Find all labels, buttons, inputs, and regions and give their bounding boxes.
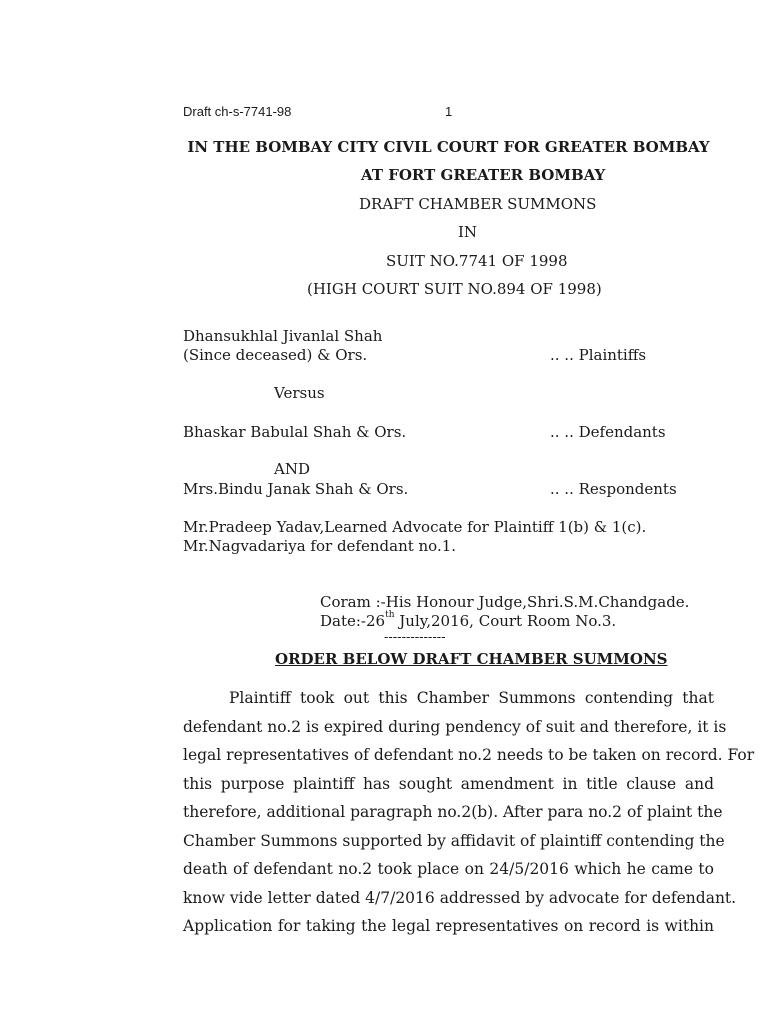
body-line: legal representatives of defendant no.2 needs to be taken on record. For — [183, 746, 755, 764]
suit-number: SUIT NO.7741 OF 1998 — [386, 252, 568, 270]
respondent-role: .. .. Respondents — [550, 480, 677, 498]
court-name-line2: AT FORT GREATER BOMBAY — [361, 166, 606, 184]
defendant-role: .. .. Defendants — [550, 423, 666, 441]
versus-label: Versus — [274, 384, 325, 402]
order-body-paragraph — [183, 684, 755, 941]
body-line: know vide letter dated 4/7/2016 addressed by advocate for defendant. — [183, 888, 737, 907]
plaintiff-role: .. .. Plaintiffs — [550, 346, 647, 364]
body-line: this purpose plaintiff has sought amendment in title clause and — [183, 774, 714, 793]
and-label: AND — [274, 460, 310, 478]
defendant-name: Bhaskar Babulal Shah & Ors. — [183, 423, 407, 441]
date-suffix: th — [385, 610, 395, 620]
advocate-line-2: Mr.Nagvadariya for defendant no.1. — [183, 537, 457, 555]
date-prefix: Date:-26 — [320, 612, 386, 630]
page-number: 1 — [445, 104, 453, 119]
date-rest: July,2016, Court Room No.3. — [394, 612, 617, 630]
high-court-suit-number: (HIGH COURT SUIT NO.894 OF 1998) — [307, 280, 602, 298]
body-line: Application for taking the legal representatives on record is within — [183, 917, 714, 935]
coram-line: Coram :-His Honour Judge,Shri.S.M.Chandgade. — [320, 593, 690, 611]
court-name-line1: IN THE BOMBAY CITY CIVIL COURT FOR GREATER BOMBAY — [187, 138, 710, 156]
separator-line: -------------- — [384, 630, 446, 645]
document-type: DRAFT CHAMBER SUMMONS — [359, 195, 597, 213]
draft-reference: Draft ch-s-7741-98 — [183, 104, 292, 119]
body-line: Plaintiff took out this Chamber Summons contending that — [229, 689, 714, 707]
body-line: Chamber Summons supported by affidavit of plaintiff contending the — [183, 831, 725, 850]
plaintiff-name-continued: (Since deceased) & Ors. — [183, 346, 368, 364]
advocate-line-1: Mr.Pradeep Yadav,Learned Advocate for Plaintiff 1(b) & 1(c). — [183, 518, 647, 536]
body-line: death of defendant no.2 took place on 24/5/2016 which he came to — [183, 860, 714, 878]
body-line: therefore, additional paragraph no.2(b). After para no.2 of plaint the — [183, 803, 723, 821]
date-line — [320, 612, 616, 630]
in-label: IN — [458, 223, 478, 241]
respondent-name: Mrs.Bindu Janak Shah & Ors. — [183, 480, 409, 498]
body-line: defendant no.2 is expired during pendency of suit and therefore, it is — [183, 717, 727, 736]
plaintiff-name: Dhansukhlal Jivanlal Shah — [183, 327, 383, 345]
order-heading: ORDER BELOW DRAFT CHAMBER SUMMONS — [275, 650, 668, 668]
